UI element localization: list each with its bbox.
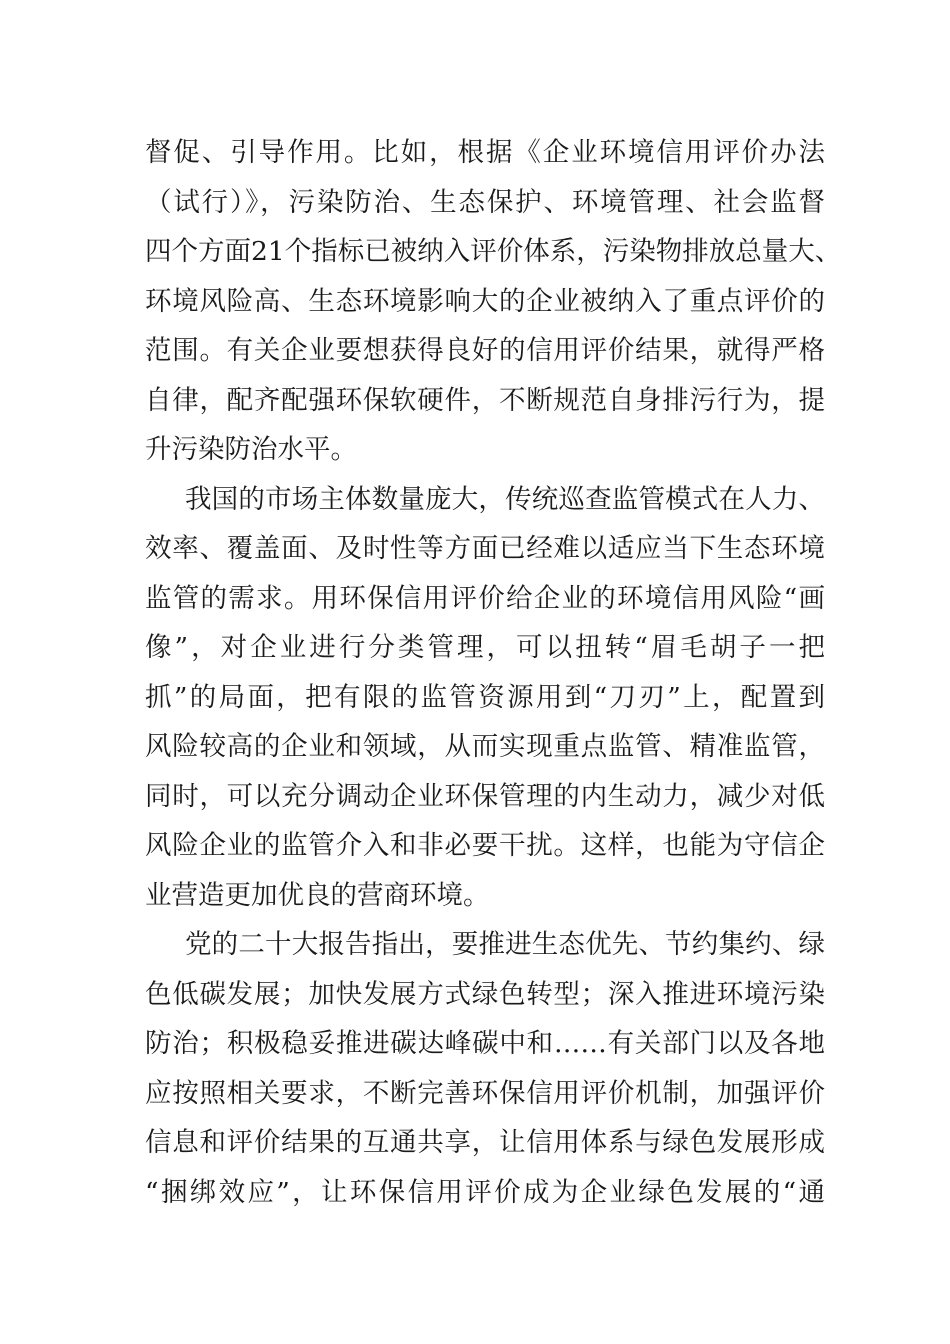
text-line: 同时，可以充分调动企业环保管理的内生动力，减少对低 <box>145 780 825 812</box>
text-line: 党的二十大报告指出，要推进生态优先、节约集约、绿 <box>185 929 825 960</box>
text-line: 应按照相关要求，不断完善环保信用评价机制，加强评价 <box>145 1077 825 1109</box>
text-line: 色低碳发展；加快发展方式绿色转型；深入推进环境污染 <box>145 978 825 1010</box>
paragraph-1 <box>145 128 842 475</box>
text-line: 四个方面21个指标已被纳入评价体系，污染物排放总量大、 <box>145 236 842 267</box>
text-line: 环境风险高、生态环境影响大的企业被纳入了重点评价的 <box>145 285 825 317</box>
text-line: 我国的市场主体数量庞大，传统巡查监管模式在人力、 <box>185 483 825 515</box>
text-line: 监管的需求。用环保信用评价给企业的环境信用风险“画 <box>145 582 825 614</box>
text-line: 范围。有关企业要想获得良好的信用评价结果，就得严格 <box>145 335 825 366</box>
text-line: 像”，对企业进行分类管理，可以扭转“眉毛胡子一把 <box>145 632 825 663</box>
text-line: 督促、引导作用。比如，根据《企业环境信用评价办法 <box>145 137 825 168</box>
text-line: 自律，配齐配强环保软硬件，不断规范自身排污行为，提 <box>145 384 825 416</box>
text-line: 升污染防治水平。 <box>145 434 357 465</box>
text-line: 效率、覆盖面、及时性等方面已经难以适应当下生态环境 <box>145 533 825 564</box>
text-line: 抓”的局面，把有限的监管资源用到“刀刃”上，配置到 <box>145 681 825 713</box>
text-line: 防治；积极稳妥推进碳达峰碳中和……有关部门以及各地 <box>145 1028 825 1059</box>
text-line: 信息和评价结果的互通共享，让信用体系与绿色发展形成 <box>145 1127 825 1158</box>
text-line: 业营造更加优良的营商环境。 <box>145 879 490 911</box>
text-line: 风险企业的监管介入和非必要干扰。这样，也能为守信企 <box>145 830 825 861</box>
article-body <box>145 128 842 1217</box>
text-line: （试行）》，污染防治、生态保护、环境管理、社会监督 <box>145 186 825 218</box>
paragraph-2 <box>145 475 825 921</box>
text-line: 风险较高的企业和领域，从而实现重点监管、精准监管， <box>145 731 825 762</box>
text-line: “捆绑效应”，让环保信用评价成为企业绿色发展的“通 <box>145 1176 825 1208</box>
paragraph-3 <box>145 920 825 1217</box>
